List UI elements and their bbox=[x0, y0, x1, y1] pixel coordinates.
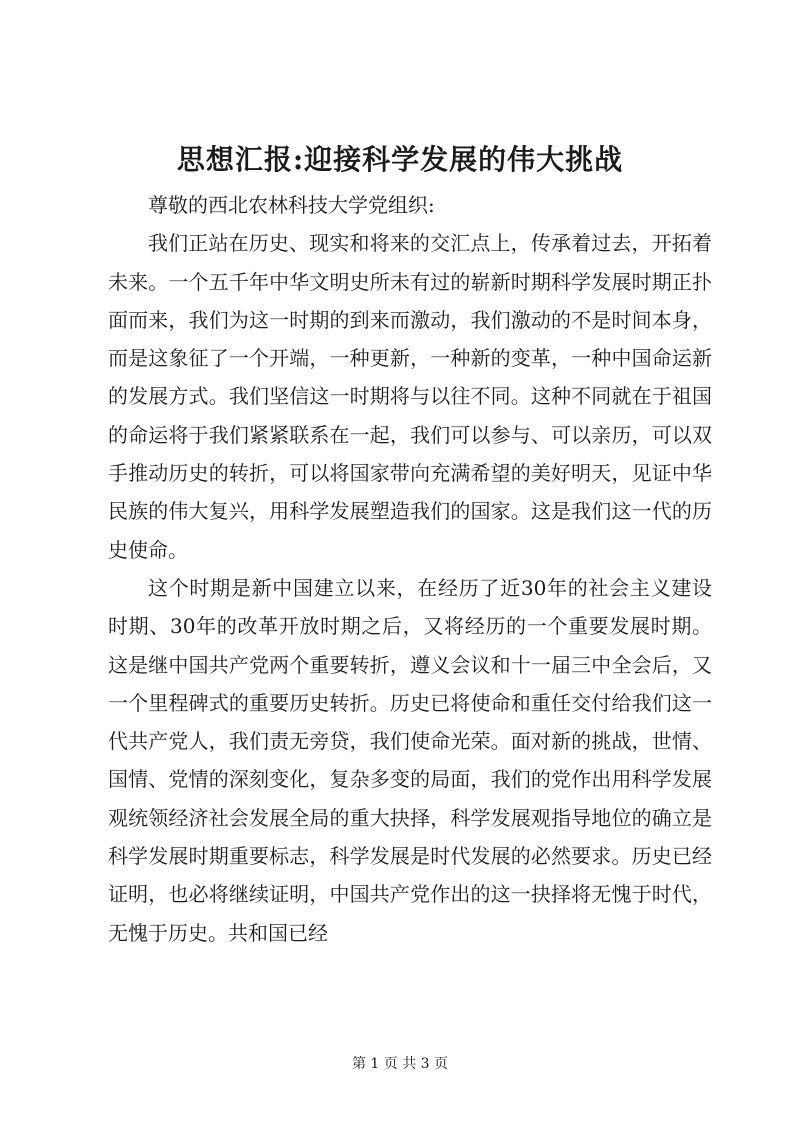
page-indicator: 第 1 页 共 3 页 bbox=[351, 1056, 449, 1072]
document-body bbox=[108, 186, 712, 952]
paragraph-2: 这个时期是新中国建立以来，在经历了近30年的社会主义建设时期、30年的改革开放时期之后，又将经历的一个重要发展时期。这是继中国共产党两个重要转折，遵义会议和十一届三中全会后，又一个里程碑式的重要历史转折。历史已将使命和重任交付给我们这一代共产党人，我们责无旁贷，我们使命光荣。面对新的挑战，世情、国情、党情的深刻变化，复杂多变的局面，我们的党作出用科学发展观统领经济社会发展全局的重大抉择，科学发展观指导地位的确立是科学发展时期重要标志，科学发展是时代发展的必然要求。历史已经证明，也必将继续证明，中国共产党作出的这一抉择将无愧于时代，无愧于历史。共和国已经 bbox=[108, 575, 712, 945]
salutation: 尊敬的西北农林科技大学党组织: bbox=[148, 193, 435, 217]
document-title: 思想汇报:迎接科学发展的伟大挑战 bbox=[176, 143, 624, 176]
paragraph-1: 我们正站在历史、现实和将来的交汇点上，传承着过去，开拓着未来。一个五千年中华文明史所未有过的崭新时期科学发展时期正扑面而来，我们为这一时期的到来而激动，我们激动的不是时间本身，而是这象征了一个开端，一种更新，一种新的变革，一种中国命运新的发展方式。我们坚信这一时期将与以往不同。这种不同就在于祖国的命运将于我们紧紧联系在一起，我们可以参与、可以亲历，可以双手推动历史的转折，可以将国家带向充满希望的美好明天，见证中华民族的伟大复兴，用科学发展塑造我们的国家。这是我们这一代的历史使命。 bbox=[108, 231, 712, 562]
